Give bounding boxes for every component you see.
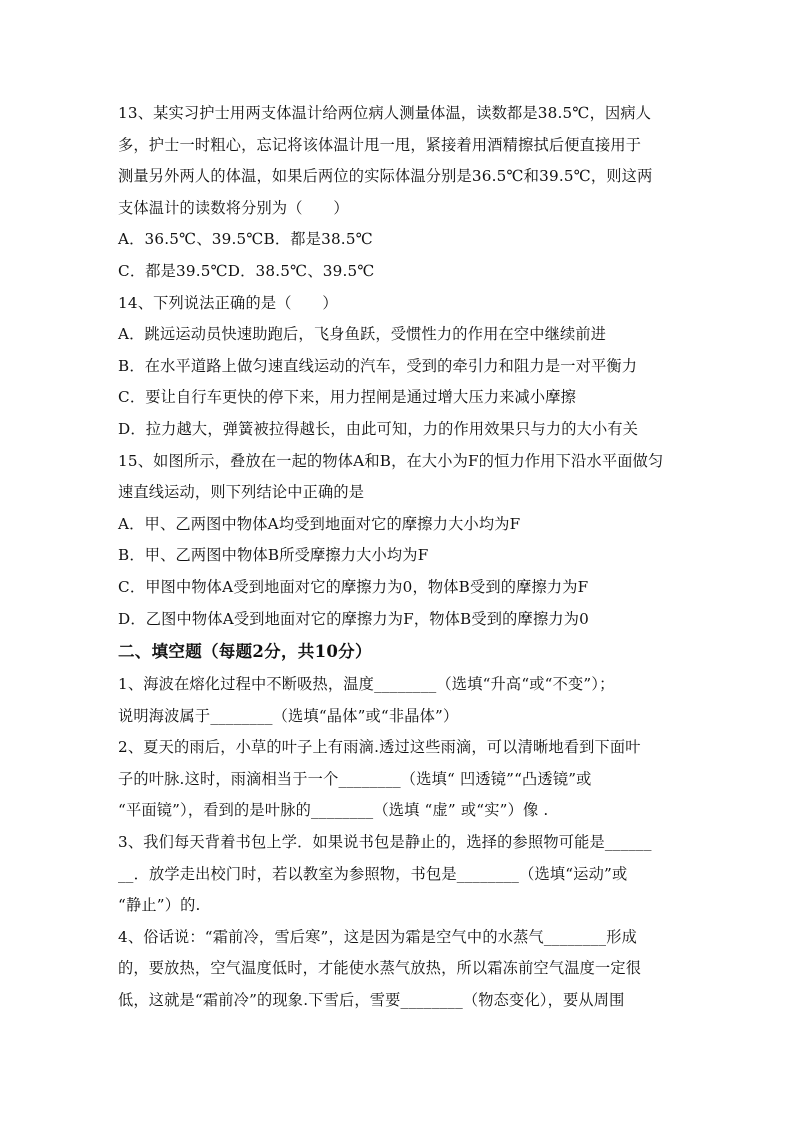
fill-question-4 [118, 922, 684, 1017]
fill-question-1-line: 1、海波在熔化过程中不断吸热，温度________（选填“升高“或“不变”）； [118, 675, 615, 694]
fill-question-2-line: 2、夏天的雨后，小草的叶子上有雨滴.透过这些雨滴，可以清晰地看到下面叶 [118, 738, 641, 757]
question-13-options-line: A．36.5℃、39.5℃B．都是38.5℃ [118, 230, 373, 249]
fill-question-2 [118, 732, 684, 827]
question-14-option-b: B．在水平道路上做匀速直线运动的汽车，受到的牵引力和阻力是一对平衡力 [118, 356, 638, 375]
section-title-fill-in: 二、填空题（每题2分，共10分） [118, 642, 372, 662]
question-14-option-c: C．要让自行车更快的停下来，用力捏闸是通过增大压力来减小摩擦 [118, 388, 577, 407]
question-15-option-d: D．乙图中物体A受到地面对它的摩擦力为F，物体B受到的摩擦力为0 [118, 609, 589, 628]
question-15-option-c: C．甲图中物体A受到地面对它的摩擦力为0，物体B受到的摩擦力为F [118, 577, 589, 596]
fill-question-4-line: 4、俗话说：“霜前冷，雪后寒”，这是因为霜是空气中的水蒸气________形成 [118, 927, 637, 946]
exam-page [118, 98, 684, 1017]
question-13-stem-line: 测量另外两人的体温，如果后两位的实际体温分别是36.5℃和39.5℃，则这两 [118, 167, 653, 186]
question-14 [118, 288, 684, 446]
fill-question-3-line: “静止”）的. [118, 896, 201, 915]
fill-question-3-line: __．放学走出校门时，若以教室为参照物，书包是________（选填“运动”或 [118, 864, 628, 883]
question-13-options-line: C．都是39.5℃D．38.5℃、39.5℃ [118, 261, 375, 280]
fill-question-2-line: “平面镜”），看到的是叶脉的________（选填 “虚” 或“实”）像 . [118, 801, 549, 820]
fill-question-4-line: 的，要放热，空气温度低时，才能使水蒸气放热，所以霜冻前空气温度一定很 [118, 959, 642, 978]
question-14-stem: 14、下列说法正确的是（ ） [118, 293, 338, 312]
question-14-option-a: A．跳远运动员快速助跑后，飞身鱼跃，受惯性力的作用在空中继续前进 [118, 325, 607, 344]
fill-question-2-line: 子的叶脉.这时，雨滴相当于一个________（选填“ 凹透镜”“凸透镜”或 [118, 769, 592, 788]
question-15-stem-line: 15、如图所示，叠放在一起的物体A和B，在大小为F的恒力作用下沿水平面做匀 [118, 451, 664, 470]
question-13 [118, 98, 684, 288]
question-14-option-d: D．拉力越大，弹簧被拉得越长，由此可知，力的作用效果只与力的大小有关 [118, 419, 639, 438]
fill-question-3 [118, 827, 684, 922]
question-15-option-b: B．甲、乙两图中物体B所受摩擦力大小均为F [118, 546, 429, 565]
question-13-stem-line: 多，护士一时粗心，忘记将该体温计甩一甩，紧接着用酒精擦拭后便直接用于 [118, 135, 642, 154]
question-15-option-a: A．甲、乙两图中物体A均受到地面对它的摩擦力大小均为F [118, 514, 521, 533]
fill-question-4-line: 低，这就是“霜前冷”的现象.下雪后，雪要________（物态变化），要从周围 [118, 991, 625, 1010]
fill-question-3-line: 3、我们每天背着书包上学．如果说书包是静止的，选择的参照物可能是______ [118, 833, 652, 852]
question-13-stem-line: 13、某实习护士用两支体温计给两位病人测量体温，读数都是38.5℃，因病人 [118, 104, 652, 122]
fill-question-1 [118, 669, 684, 732]
fill-question-1-line: 说明海波属于________（选填“晶体”或“非晶体”） [118, 706, 459, 725]
question-15-stem-line: 速直线运动，则下列结论中正确的是 [118, 483, 365, 502]
question-15 [118, 446, 684, 636]
question-13-stem-line: 支体温计的读数将分别为（ ） [118, 198, 349, 217]
